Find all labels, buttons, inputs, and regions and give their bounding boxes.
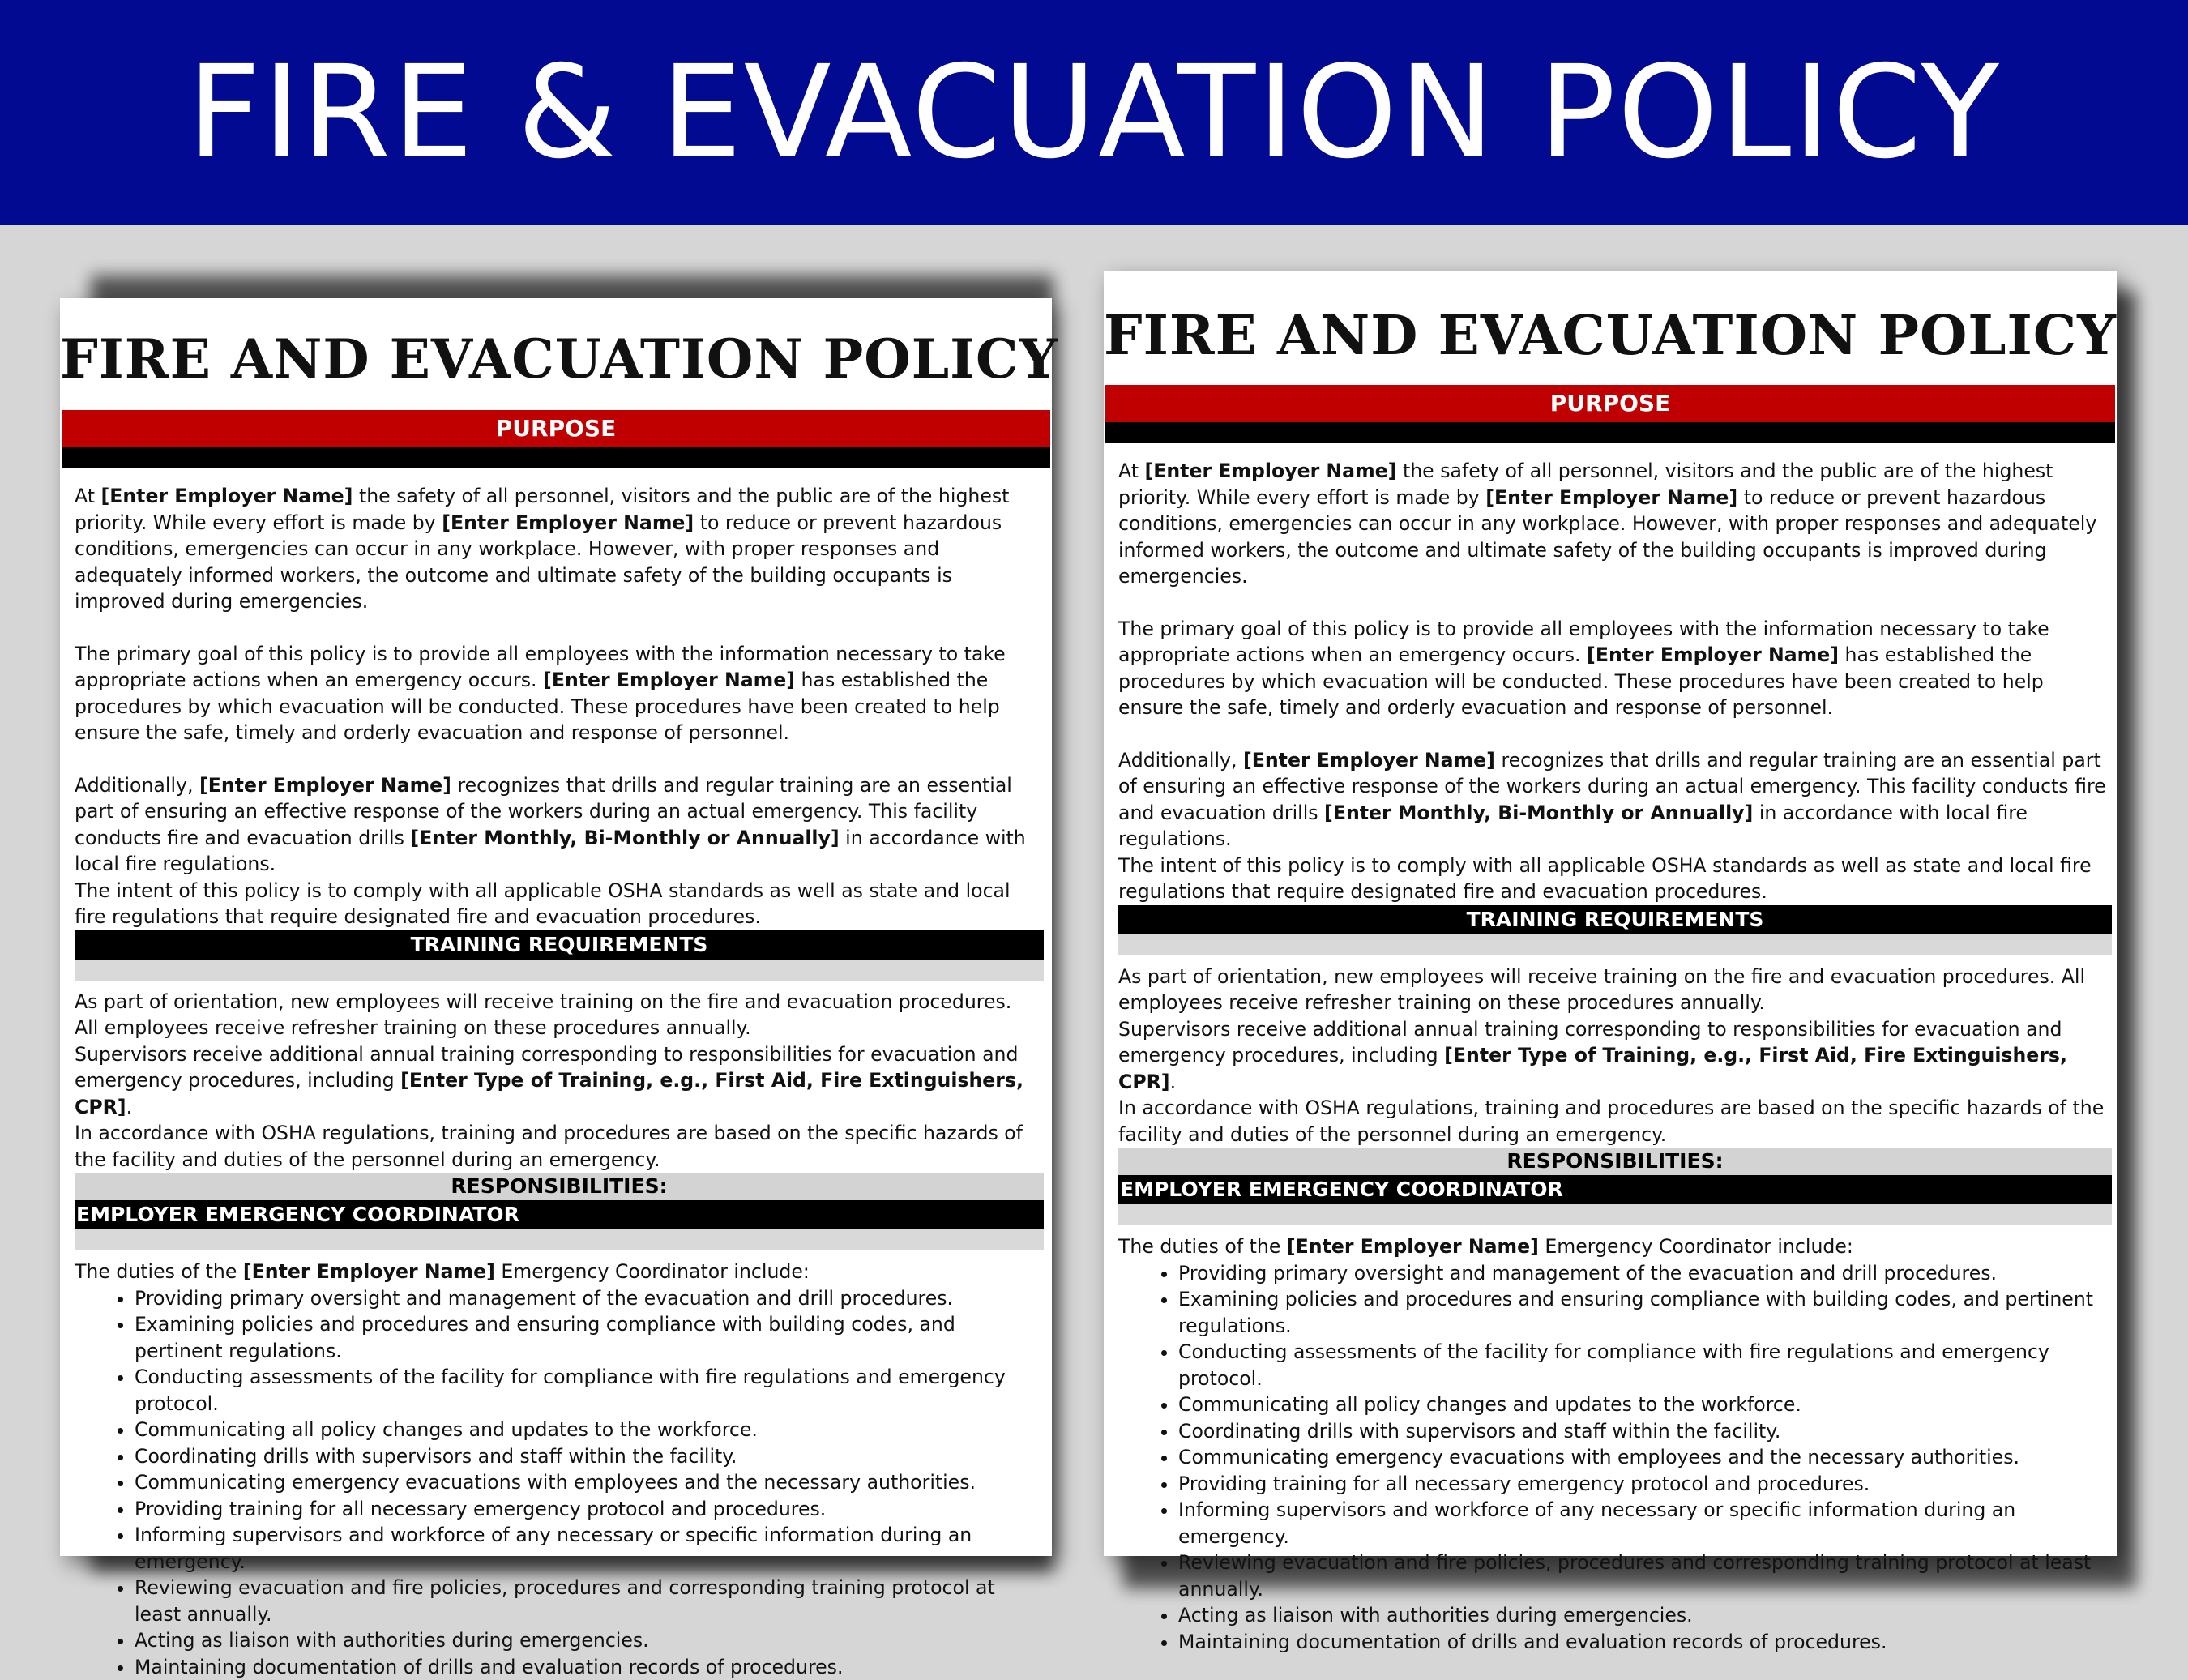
list-item: • Conducting assessments of the facility for compliance with fire regulations and emergency protocol. xyxy=(135,1364,1041,1417)
title-banner xyxy=(0,0,2188,225)
document-title: FIRE AND EVACUATION POLICY xyxy=(1104,303,2117,367)
list-item: • Communicating all policy changes and updates to the workforce. xyxy=(1178,1391,2109,1418)
list-item: • Providing training for all necessary emergency protocol and procedures. xyxy=(1178,1471,2109,1498)
training-heading: TRAINING REQUIREMENTS xyxy=(1118,905,2112,934)
list-item: • Acting as liaison with authorities during emergencies. xyxy=(1178,1602,2109,1629)
list-item: • Communicating emergency evacuations with employees and the necessary authorities. xyxy=(1178,1444,2109,1471)
purpose-divider xyxy=(1105,422,2115,443)
training-paragraph-3: In accordance with OSHA regulations, training and procedures are based on the specific hazards of the facility and duties of the personnel during an emergency. xyxy=(1118,1095,2109,1148)
list-item: • Examining policies and procedures and ensuring compliance with building codes, and pertinent regulations. xyxy=(1178,1286,2109,1339)
purpose-paragraph-4: The intent of this policy is to comply with all applicable OSHA standards as well as state and local fire regulations that require designated fire and evacuation procedures. xyxy=(75,878,1041,930)
purpose-divider xyxy=(62,447,1050,468)
document-page-left xyxy=(60,298,1052,1556)
purpose-heading: PURPOSE xyxy=(1105,385,2115,422)
responsibilities-heading: RESPONSIBILITIES: xyxy=(1118,1148,2112,1175)
list-item: • Communicating all policy changes and updates to the workforce. xyxy=(135,1417,1041,1443)
list-item: • Providing training for all necessary emergency protocol and procedures. xyxy=(135,1496,1041,1523)
training-divider xyxy=(1118,934,2112,955)
document-page-right xyxy=(1104,271,2117,1556)
purpose-heading: PURPOSE xyxy=(62,410,1050,447)
list-item: • Providing primary oversight and management of the evacuation and drill procedures. xyxy=(135,1285,1041,1312)
purpose-paragraph-1: At [Enter Employer Name] the safety of all personnel, visitors and the public are of the highest priority. While every effort is made by [Enter Employer Name] to reduce or prevent hazardous conditions, emergencies can occur in any workplace. However, with proper responses and adequately informed workers, the outcome and ultimate safety of the building occupants is improved during emergencies. xyxy=(75,483,1041,615)
document-body xyxy=(60,468,1052,1680)
list-item: • Coordinating drills with supervisors and staff within the facility. xyxy=(135,1443,1041,1470)
list-item: • Acting as liaison with authorities during emergencies. xyxy=(135,1627,1041,1654)
list-item: • Informing supervisors and workforce of any necessary or specific information during an emergency. xyxy=(135,1522,1041,1575)
purpose-paragraph-3: Additionally, [Enter Employer Name] recognizes that drills and regular training are an essential part of ensuring an effective response of the workers during an actual emergency. This facility conducts fire and evacuation drills [Enter Monthly, Bi-Monthly or Annually] in accordance with local fire regulations. xyxy=(75,772,1041,878)
training-heading: TRAINING REQUIREMENTS xyxy=(75,930,1044,960)
purpose-paragraph-1: At [Enter Employer Name] the safety of all personnel, visitors and the public are of the highest priority. While every effort is made by [Enter Employer Name] to reduce or prevent hazardous conditions, emergencies can occur in any workplace. However, with proper responses and adequately informed workers, the outcome and ultimate safety of the building occupants is improved during emergencies. xyxy=(1118,458,2109,590)
coordinator-divider xyxy=(1118,1204,2112,1225)
list-item: • Reviewing evacuation and fire policies, procedures and corresponding training protocol at least annually. xyxy=(1178,1550,2109,1602)
list-item: • Maintaining documentation of drills and evaluation records of procedures. xyxy=(1178,1629,2109,1656)
list-item: • Reviewing evacuation and fire policies, procedures and corresponding training protocol at least annually. xyxy=(135,1575,1041,1627)
list-item: • Maintaining documentation of drills and evaluation records of procedures. xyxy=(135,1654,1041,1680)
list-item: • Communicating emergency evacuations with employees and the necessary authorities. xyxy=(135,1469,1041,1496)
list-item: • Coordinating drills with supervisors and staff within the facility. xyxy=(1178,1418,2109,1445)
document-body xyxy=(1104,443,2117,1655)
training-paragraph-2: Supervisors receive additional annual training corresponding to responsibilities for evacuation and emergency procedures, including [Enter Type of Training, e.g., First Aid, Fire Extinguishers, CPR]. xyxy=(1118,1016,2109,1096)
banner-title: FIRE & EVACUATION POLICY xyxy=(187,38,2001,187)
training-paragraph-1: As part of orientation, new employees will receive training on the fire and evacuation procedures. All employees receive refresher training on these procedures annually. xyxy=(1118,964,2109,1016)
coordinator-heading: EMPLOYER EMERGENCY COORDINATOR xyxy=(75,1200,1044,1229)
training-paragraph-2: Supervisors receive additional annual training corresponding to responsibilities for evacuation and emergency procedures, including [Enter Type of Training, e.g., First Aid, Fire Extinguishers, CPR]. xyxy=(75,1041,1041,1121)
duties-list xyxy=(1118,1260,2109,1656)
duties-intro: The duties of the [Enter Employer Name] Emergency Coordinator include: xyxy=(1118,1233,2109,1260)
list-item: • Examining policies and procedures and ensuring compliance with building codes, and pertinent regulations. xyxy=(135,1311,1041,1364)
list-item: • Providing primary oversight and management of the evacuation and drill procedures. xyxy=(1178,1260,2109,1287)
duties-intro: The duties of the [Enter Employer Name] Emergency Coordinator include: xyxy=(75,1259,1041,1285)
purpose-paragraph-2: The primary goal of this policy is to provide all employees with the information necessary to take appropriate actions when an emergency occurs. [Enter Employer Name] has established the procedures by which evacuation will be conducted. These procedures have been created to help ensure the safe, timely and orderly evacuation and response of personnel. xyxy=(75,641,1041,746)
purpose-paragraph-4: The intent of this policy is to comply with all applicable OSHA standards as well as state and local fire regulations that require designated fire and evacuation procedures. xyxy=(1118,853,2109,905)
training-paragraph-3: In accordance with OSHA regulations, training and procedures are based on the specific hazards of the facility and duties of the personnel during an emergency. xyxy=(75,1120,1041,1173)
purpose-paragraph-2: The primary goal of this policy is to provide all employees with the information necessary to take appropriate actions when an emergency occurs. [Enter Employer Name] has established the procedures by which evacuation will be conducted. These procedures have been created to help ensure the safe, timely and orderly evacuation and response of personnel. xyxy=(1118,616,2109,721)
training-paragraph-1: As part of orientation, new employees will receive training on the fire and evacuation procedures. All employees receive refresher training on these procedures annually. xyxy=(75,989,1041,1041)
list-item: • Informing supervisors and workforce of any necessary or specific information during an emergency. xyxy=(1178,1497,2109,1550)
training-divider xyxy=(75,960,1044,981)
list-item: • Conducting assessments of the facility for compliance with fire regulations and emergency protocol. xyxy=(1178,1339,2109,1391)
coordinator-heading: EMPLOYER EMERGENCY COORDINATOR xyxy=(1118,1175,2112,1204)
purpose-paragraph-3: Additionally, [Enter Employer Name] recognizes that drills and regular training are an essential part of ensuring an effective response of the workers during an actual emergency. This facility conducts fire and evacuation drills [Enter Monthly, Bi-Monthly or Annually] in accordance with local fire regulations. xyxy=(1118,747,2109,853)
duties-list xyxy=(75,1285,1041,1680)
responsibilities-heading: RESPONSIBILITIES: xyxy=(75,1173,1044,1200)
coordinator-divider xyxy=(75,1229,1044,1250)
document-title: FIRE AND EVACUATION POLICY xyxy=(60,327,1052,391)
